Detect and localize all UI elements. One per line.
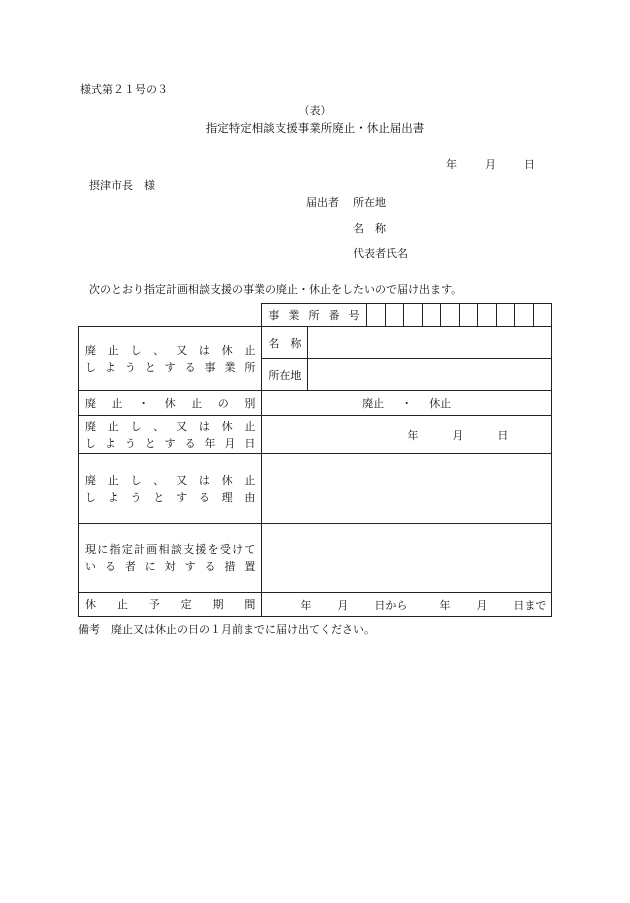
type-value-cell[interactable] (262, 391, 552, 416)
reason-label-line-1: 廃止し、又は休止 (85, 473, 256, 487)
representative-label: 代表者氏名 (353, 247, 408, 260)
office-number-digit[interactable] (477, 304, 496, 327)
office-number-label: 事業所番号 (268, 308, 360, 322)
notifier-name-label: 名 称 (353, 222, 386, 235)
office-name-field[interactable] (308, 327, 552, 359)
planned-date-day: 日 (497, 428, 509, 442)
addressee: 摂津市長 様 (89, 179, 155, 192)
planned-date-label-cell (79, 416, 262, 454)
period-until: 日まで (513, 598, 547, 612)
office-number-digit[interactable] (385, 304, 403, 327)
planned-date-label-line-1: 廃止し、又は休止 (85, 419, 256, 433)
period-end-year: 年 (439, 598, 451, 612)
measures-field[interactable] (262, 524, 552, 593)
office-label-line-2: しようとする事業所 (85, 360, 256, 374)
suspension-period-row (79, 593, 552, 617)
office-number-digit[interactable] (422, 304, 440, 327)
office-number-digit[interactable] (459, 304, 477, 327)
office-address-label: 所在地 (268, 368, 302, 382)
type-option-suspend[interactable]: 休止 (429, 397, 452, 410)
period-end-month: 月 (476, 598, 488, 612)
office-number-digit[interactable] (366, 304, 385, 327)
office-number-digit[interactable] (514, 304, 533, 327)
planned-date-year: 年 (407, 428, 419, 442)
measures-row (79, 524, 552, 593)
planned-date-label-line-2: しようとする年月日 (85, 436, 256, 450)
office-address-field[interactable] (308, 359, 552, 391)
submission-date (446, 156, 535, 172)
office-number-digit[interactable] (496, 304, 514, 327)
measures-label-cell (79, 524, 262, 593)
type-separator: ・ (401, 397, 413, 410)
office-name-label-cell (262, 327, 308, 359)
notifier-address-label: 所在地 (353, 196, 386, 209)
office-number-digit[interactable] (533, 304, 551, 327)
office-address-label-cell (262, 359, 308, 391)
office-number-label-cell (262, 304, 366, 327)
suspension-period-label-cell (79, 593, 262, 617)
notification-form-table (78, 303, 552, 617)
form-number: 様式第２１号の３ (80, 83, 168, 96)
office-number-digit[interactable] (403, 304, 422, 327)
intro-text: 次のとおり指定計画相談支援の事業の廃止・休止をしたいので届け出ます。 (89, 283, 463, 296)
office-label-cell (79, 327, 262, 391)
reason-label-cell (79, 454, 262, 524)
planned-date-month: 月 (452, 428, 464, 442)
type-label: 廃止・休止の別 (85, 396, 256, 410)
type-row (79, 391, 552, 416)
period-start-year: 年 (300, 598, 312, 612)
reason-field[interactable] (262, 454, 552, 524)
office-number-digit[interactable] (440, 304, 459, 327)
reason-label-line-2: しようとする理由 (85, 490, 256, 504)
remarks-note: 備考 廃止又は休止の日の１月前までに届け出てください。 (78, 623, 375, 636)
measures-label-line-2: いる者に対する措置 (85, 560, 256, 573)
office-number-row (79, 304, 552, 327)
type-option-abolish[interactable]: 廃止 (362, 397, 385, 410)
notifier-label: 届出者 (306, 196, 339, 209)
suspension-period-field[interactable] (262, 593, 552, 617)
planned-date-field[interactable] (262, 416, 552, 454)
office-name-row (79, 327, 552, 359)
side-label: （表） (298, 104, 332, 117)
type-label-cell (79, 391, 262, 416)
date-year: 年 (446, 158, 457, 171)
reason-row (79, 454, 552, 524)
date-month: 月 (485, 158, 496, 171)
document-title: 指定特定相談支援事業所廃止・休止届出書 (205, 121, 425, 135)
office-label-line-1: 廃止し、又は休止 (85, 343, 256, 357)
period-from: 日から (374, 598, 408, 612)
measures-label-line-1: 現に指定計画相談支援を受けて (85, 543, 256, 556)
period-start-month: 月 (337, 598, 349, 612)
office-name-label: 名 称 (268, 336, 302, 350)
planned-date-row (79, 416, 552, 454)
suspension-period-label: 休止予定期間 (85, 598, 256, 611)
date-day: 日 (524, 158, 535, 171)
